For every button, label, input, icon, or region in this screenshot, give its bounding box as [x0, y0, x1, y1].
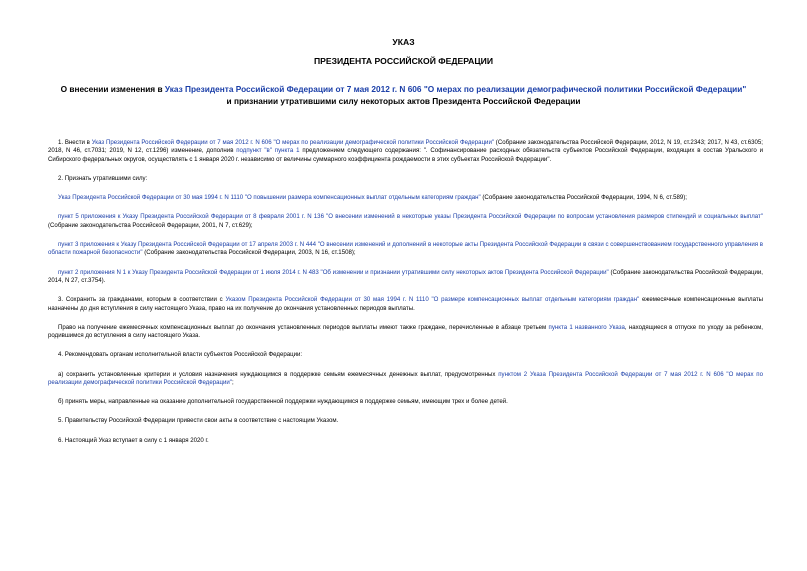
- paragraph-text: ;: [231, 379, 234, 387]
- decree-body: [48, 139, 763, 456]
- paragraph-text: а) сохранить установленные критерии и условия назначения нуждающимся в поддержке семьям ежемесячных денежных выплат, предусмотренных: [58, 370, 499, 378]
- document-link[interactable]: подпункт "в" пункта 1: [236, 147, 300, 155]
- document-link[interactable]: пункта 1 названного Указа: [548, 323, 625, 331]
- document-link[interactable]: пункт 2 приложения N 1 к Указу Президента Российской Федерации от 1 июля 2014 г. N 483 "Об изменении и признании утратившими силу некоторых актов Президента Российской Федерации": [58, 268, 609, 276]
- subject-suffix: и признании утратившими силу некоторых актов Президента Российской Федерации: [226, 95, 581, 106]
- paragraph: [48, 417, 763, 425]
- paragraph-text: 5. Правительству Российской Федерации привести свои акты в соответствие с настоящим Указом.: [58, 417, 339, 425]
- issuer-title: ПРЕЗИДЕНТА РОССИЙСКОЙ ФЕДЕРАЦИИ: [313, 56, 494, 66]
- paragraph-text: 4. Рекомендовать органам исполнительной власти субъектов Российской Федерации:: [58, 351, 303, 359]
- paragraph: [48, 241, 763, 258]
- document-link[interactable]: пункт 3 приложения к Указу Президента Российской Федерации от 17 апреля 2003 г. N 444 "О внесении изменений и дополнений в некоторые акты Президента Российской Федерации в связи с совершенствованием государственного управления в области пожарной безопасности": [48, 241, 763, 257]
- paragraph: [48, 398, 763, 406]
- paragraph-text: (Собрание законодательства Российской Федерации, 1994, N 6, ст.589);: [480, 194, 688, 202]
- document-link[interactable]: Указом Президента Российской Федерации от 30 мая 1994 г. N 1110 "О размере компенсационных выплат отдельным категориям граждан": [225, 296, 640, 304]
- document-link[interactable]: Указ Президента Российской Федерации от 30 мая 1994 г. N 1110 "О повышении размера компенсационных выплат отдельным категориям граждан": [58, 194, 481, 202]
- paragraph: [48, 269, 763, 286]
- subject-link[interactable]: Указ Президента Российской Федерации от 7 мая 2012 г. N 606 "О мерах по реализации демографической политики Российской Федерации": [164, 84, 747, 94]
- paragraph-text: (Собрание законодательства Российской Федерации, 2001, N 7, ст.629);: [48, 221, 253, 229]
- document-link[interactable]: пункт 5 приложения к Указу Президента Российской Федерации от 8 февраля 2001 г. N 136 "О внесении изменений в некоторые указы Президента Российской Федерации по вопросам установления размеров стипендий и социальных выплат": [58, 213, 763, 221]
- paragraph: [48, 437, 763, 445]
- paragraph: [48, 139, 763, 164]
- paragraph: [48, 296, 763, 313]
- paragraph-text: 6. Настоящий Указ вступает в силу с 1 января 2020 г.: [58, 436, 209, 444]
- paragraph: [48, 213, 763, 230]
- paragraph-text: , находящиеся в отпуске по уходу за ребенком, родившимся до вступления в силу настоящего Указа.: [48, 323, 763, 340]
- paragraph: [48, 175, 763, 183]
- paragraph-text: (Собрание законодательства Российской Федерации, 2012, N 19, ст.2343; 2017, N 43, ст.6305; 2018, N 46, ст.7031; 2019, N 12, ст.1296) изменение, дополнив: [48, 139, 763, 155]
- paragraph-text: ежемесячные компенсационные выплаты назначены до дня вступления в силу настоящего Указа, право на их получение до окончания установленных периодов выплаты.: [48, 296, 763, 312]
- paragraph-text: б) принять меры, направленные на оказание дополнительной государственной поддержки нуждающимся в поддержке семьям, имеющим трех и более детей.: [58, 398, 508, 406]
- document-link[interactable]: Указ Президента Российской Федерации от 7 мая 2012 г. N 606 "О мерах по реализации демографической политики Российской Федерации": [91, 139, 495, 146]
- paragraph-text: (Собрание законодательства Российской Федерации, 2014, N 27, ст.3754).: [48, 268, 763, 285]
- decree-title: УКАЗ: [392, 37, 415, 47]
- paragraph-text: 3. Сохранить за гражданами, которым в соответствии с: [58, 296, 226, 304]
- paragraph: [48, 351, 763, 359]
- paragraph: [48, 371, 763, 388]
- paragraph-text: (Собрание законодательства Российской Федерации, 2003, N 16, ст.1508);: [142, 249, 356, 257]
- subject-prefix: О внесении изменения в: [60, 84, 165, 94]
- paragraph-text: предложением следующего содержания: ". Софинансирование расходных обязательств субъектов Российской Федерации, входящих в состав Уральского и Сибирского федеральных округов, осуществлять с 1 января 2020 г. независимо от величины суммарного коэффициента рождаемости в этих субъектах Российской Федерации".: [48, 147, 763, 163]
- decree-subject: [60, 84, 747, 107]
- paragraph-text: 1. Внести в: [58, 139, 92, 146]
- paragraph-text: 2. Признать утратившими силу:: [58, 175, 148, 183]
- paragraph: [48, 324, 763, 341]
- document-link[interactable]: пунктом 2 Указа Президента Российской Федерации от 7 мая 2012 г. N 606 "О мерах по реализации демографической политики Российской Федерации": [48, 370, 763, 387]
- paragraph: [48, 194, 763, 202]
- paragraph-text: Право на получение ежемесячных компенсационных выплат до окончания установленных периодов выплаты имеют также граждане, перечисленные в абзаце третьем: [58, 323, 549, 331]
